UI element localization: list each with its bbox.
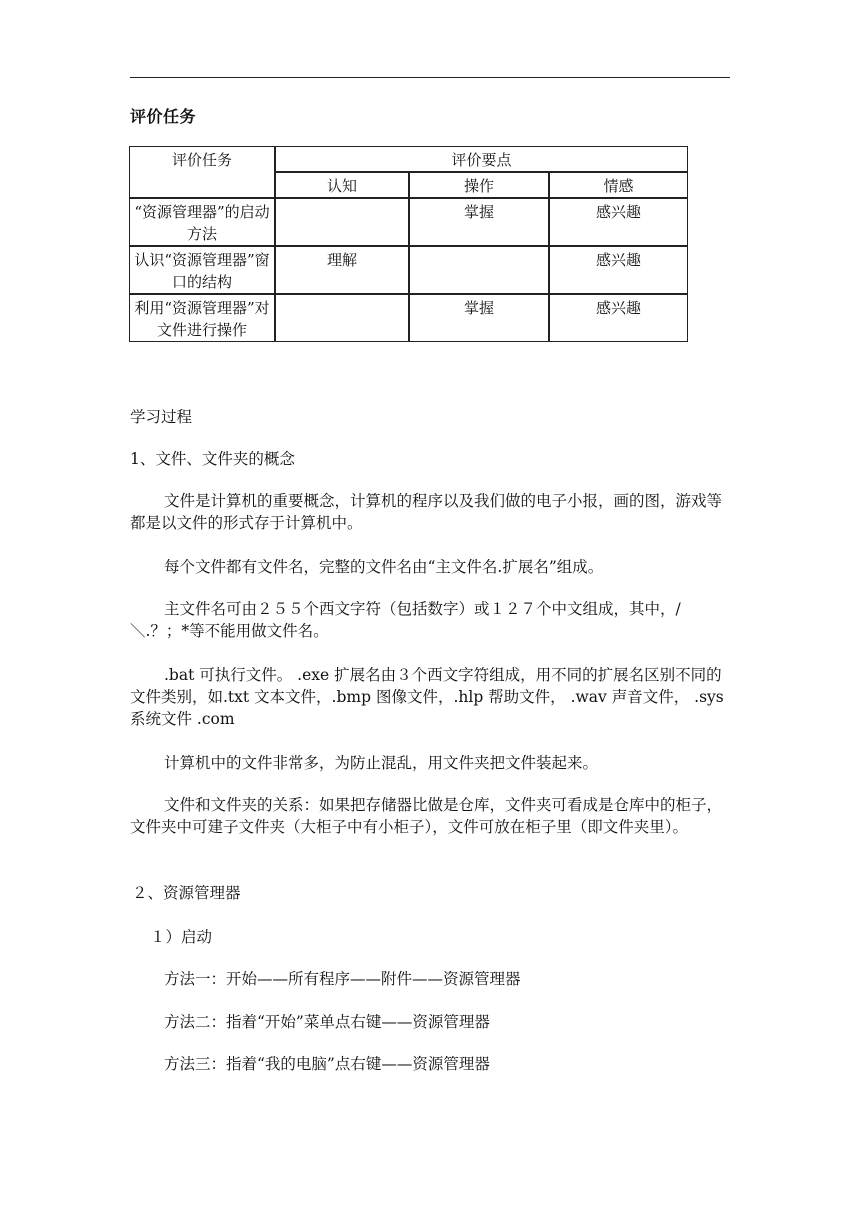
paragraph: 文件是计算机的重要概念，计算机的程序以及我们做的电子小报，画的图，游戏等都是以文件的形式存于计算机中。 bbox=[130, 492, 723, 532]
eval-heading: 评价任务 bbox=[130, 107, 197, 126]
header-rule bbox=[130, 77, 730, 78]
method-item: 方法三：指着“我的电脑”点右键——资源管理器 bbox=[164, 1055, 490, 1073]
table-subheader-emotion: 情感 bbox=[549, 172, 688, 198]
section1-title: 1、文件、文件夹的概念 bbox=[130, 450, 295, 468]
table-header-points: 评价要点 bbox=[275, 146, 688, 172]
paragraph: 文件和文件夹的关系：如果把存储器比做是仓库，文件夹可看成是仓库中的柜子，文件夹中可建子文件夹（大柜子中有小柜子），文件可放在柜子里（即文件夹里）。 bbox=[130, 796, 723, 836]
cell-emotion: 感兴趣 bbox=[549, 198, 688, 246]
paragraph: 每个文件都有文件名，完整的文件名由“主文件名.扩展名”组成。 bbox=[164, 558, 604, 576]
cell-cognition bbox=[275, 294, 409, 342]
paragraph: 计算机中的文件非常多，为防止混乱，用文件夹把文件装起来。 bbox=[164, 754, 599, 772]
eval-table bbox=[129, 146, 688, 342]
table-row bbox=[129, 198, 688, 246]
subsection-title: １）启动 bbox=[150, 928, 213, 946]
section-title: 学习过程 bbox=[130, 408, 193, 426]
cell-task: 利用“资源管理器”对文件进行操作 bbox=[129, 294, 275, 342]
cell-cognition: 理解 bbox=[275, 246, 409, 294]
paragraph: 主文件名可由２５５个西文字符（包括数字）或１２７个中文组成，其中，/＼.？；*等不能用做文件名。 bbox=[130, 600, 681, 640]
cell-cognition bbox=[275, 198, 409, 246]
method-item: 方法二：指着“开始”菜单点右键——资源管理器 bbox=[164, 1013, 490, 1031]
method-item: 方法一：开始——所有程序——附件——资源管理器 bbox=[164, 970, 521, 988]
cell-operation: 掌握 bbox=[409, 294, 549, 342]
cell-operation bbox=[409, 246, 549, 294]
cell-emotion: 感兴趣 bbox=[549, 294, 688, 342]
paragraph: .bat 可执行文件。 .exe 扩展名由３个西文字符组成，用不同的扩展名区别不同的文件类别，如.txt 文本文件，.bmp 图像文件，.hlp 帮助文件， .wav 声音文件， .sys 系统文件 .com bbox=[130, 666, 724, 728]
cell-operation: 掌握 bbox=[409, 198, 549, 246]
cell-task: 认识“资源管理器”窗口的结构 bbox=[129, 246, 275, 294]
table-row bbox=[129, 246, 688, 294]
section2-title: ２、资源管理器 bbox=[132, 884, 241, 902]
table-header-task: 评价任务 bbox=[129, 146, 275, 198]
table-subheader-operation: 操作 bbox=[409, 172, 549, 198]
table-row bbox=[129, 294, 688, 342]
table-subheader-cognition: 认知 bbox=[275, 172, 409, 198]
cell-task: “资源管理器”的启动方法 bbox=[129, 198, 275, 246]
cell-emotion: 感兴趣 bbox=[549, 246, 688, 294]
